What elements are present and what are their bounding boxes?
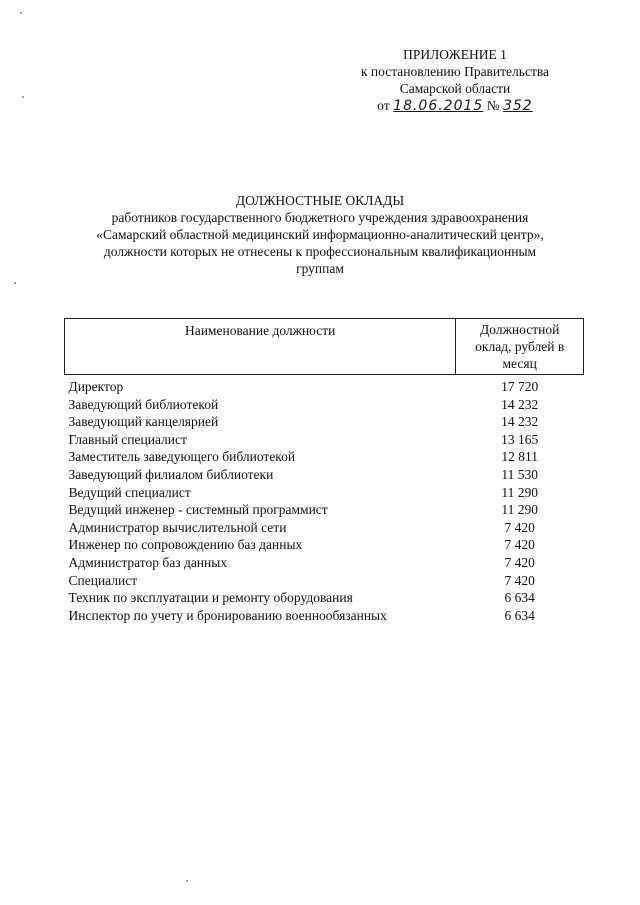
- table-header-row: [65, 319, 584, 375]
- salary-value: 7 420: [504, 554, 535, 570]
- scan-speck: [20, 12, 22, 14]
- appendix-decree-line: к постановлению Правительства: [360, 64, 550, 79]
- table-row: [65, 375, 584, 396]
- position-name: Специалист: [68, 572, 138, 588]
- position-name: Администратор баз данных: [68, 554, 228, 570]
- handwritten-date: 18.06.2015: [393, 98, 484, 114]
- table-row: [65, 572, 584, 590]
- header-position-name: Наименование должности: [65, 319, 456, 375]
- appendix-title: ПРИЛОЖЕНИЕ 1: [403, 47, 507, 62]
- salary-value: 11 290: [501, 502, 538, 518]
- table-row: [65, 607, 584, 625]
- document-subtitle-line: «Самарский областной медицинский информационно-аналитический центр»,: [96, 227, 544, 242]
- salary-value: 12 811: [501, 449, 538, 465]
- document-subtitle-line: работников государственного бюджетного учреждения здравоохранения: [111, 210, 529, 225]
- table-row: [65, 413, 584, 431]
- table-row: [65, 431, 584, 449]
- position-name: Техник по эксплуатации и ремонту оборудования: [68, 590, 353, 606]
- table-row: [65, 501, 584, 519]
- salary-value: 11 530: [501, 466, 538, 482]
- table-row: [65, 519, 584, 537]
- header-salary: [456, 319, 584, 375]
- document-title: ДОЛЖНОСТНЫЕ ОКЛАДЫ: [235, 193, 405, 208]
- table-row: [65, 589, 584, 607]
- handwritten-number: 352: [502, 98, 533, 114]
- salary-value: 11 290: [501, 484, 538, 500]
- salary-value: 6 634: [504, 590, 535, 606]
- salary-value: 14 232: [501, 414, 539, 430]
- position-name: Заведующий канцелярией: [68, 414, 219, 430]
- position-name: Заведующий филиалом библиотеки: [68, 466, 274, 482]
- document-title-block: [60, 192, 580, 277]
- salary-value: 7 420: [504, 537, 535, 553]
- table-row: [65, 448, 584, 466]
- appendix-header: [300, 46, 610, 115]
- table-row: [65, 536, 584, 554]
- position-name: Инспектор по учету и бронированию военнообязанных: [68, 607, 387, 623]
- table-row: [65, 554, 584, 572]
- header-salary-line: Должностной: [480, 322, 560, 337]
- position-name: Заведующий библиотекой: [68, 396, 219, 412]
- position-name: Ведущий инженер - системный программист: [68, 502, 328, 518]
- appendix-region-line: Самарской области: [399, 81, 511, 96]
- appendix-date-number-line: [300, 97, 610, 115]
- date-prefix: от: [377, 98, 390, 113]
- table-row: [65, 396, 584, 414]
- number-prefix: №: [486, 98, 500, 113]
- salary-table: [64, 318, 584, 624]
- salary-value: 14 232: [501, 396, 539, 412]
- salary-value: 6 634: [504, 607, 535, 623]
- position-name: Заместитель заведующего библиотекой: [68, 449, 296, 465]
- header-salary-line: месяц: [502, 356, 537, 371]
- position-name: Директор: [68, 379, 124, 394]
- position-name: Инженер по сопровождению баз данных: [68, 537, 303, 553]
- salary-value: 13 165: [501, 431, 539, 447]
- scan-speck: [14, 282, 16, 284]
- salary-value: 17 720: [501, 379, 539, 394]
- table-row: [65, 484, 584, 502]
- scan-speck: [22, 96, 24, 98]
- document-subtitle-line: должности которых не отнесены к профессиональным квалификационным: [103, 244, 537, 259]
- position-name: Администратор вычислительной сети: [68, 519, 287, 535]
- position-name: Ведущий специалист: [68, 484, 191, 500]
- position-name: Главный специалист: [68, 431, 187, 447]
- salary-value: 7 420: [504, 519, 535, 535]
- document-subtitle-line: группам: [296, 261, 344, 276]
- salary-value: 7 420: [504, 572, 535, 588]
- table-row: [65, 466, 584, 484]
- scan-speck: [186, 880, 188, 882]
- header-salary-line: оклад, рублей в: [475, 339, 565, 354]
